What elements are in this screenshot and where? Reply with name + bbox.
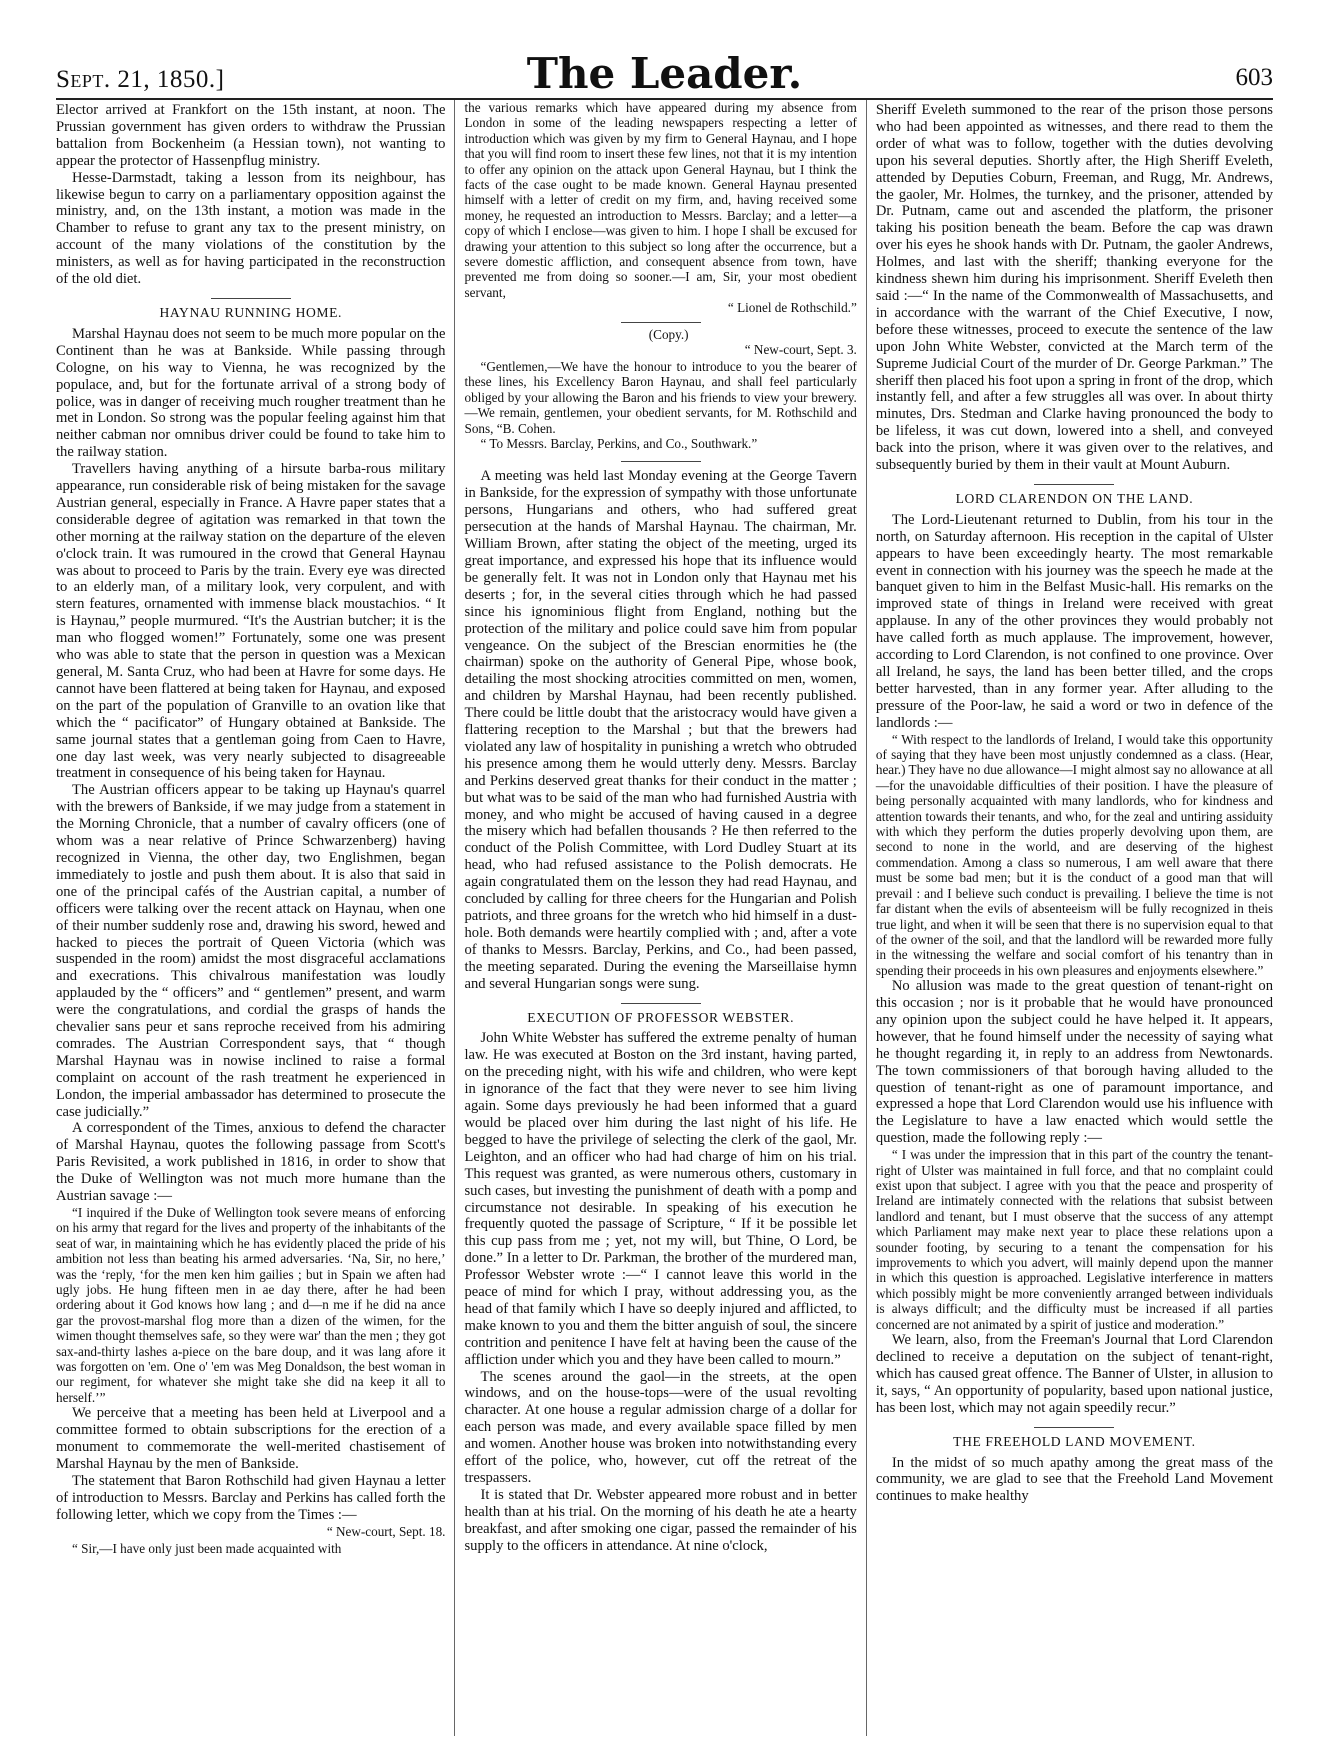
column-3 xyxy=(867,100,1273,1736)
paragraph: The Austrian officers appear to be taking up Haynau's quarrel with the brewers of Bankside, if we may judge from a statement in the Morning Chronicle, that a number of cavalry officers (one of whom was a near relative of Prince Schwarzenberg) having recognized in Vienna, the other day, two Englishmen, began immediately to jostle and push them about. It is also that said in one of the principal cafés of the Austrian capital, a number of officers were talking over the recent attack on Haynau, when one of their number suddenly rose and, drawing his sword, hewed and hacked to pieces the portrait of Queen Victoria (which was suspended in the room) amidst the most disgraceful acclamations and execrations. This chivalrous manifestation was loudly applauded by the “ officers” and “ gentlemen” present, and warm were the congratulations, and cordial the grasps of hands the chevalier sans peur et sans reproche received from his admiring comrades. The Austrian Correspondent says, that “ though Marshal Haynau was in nowise inclined to raise a formal complaint on account of the rash treatment he experienced in London, the imperial ambassador has determined to prosecute the case judicially.” xyxy=(56,782,446,1120)
divider xyxy=(621,322,701,323)
letter-dateline: “ New-court, Sept. 18. xyxy=(326,1523,446,1539)
block-quote: “I inquired if the Duke of Wellington took severe means of enforcing on his army that regard for the lives and property of the inhabitants of the seat of war, in maintaining which he has evidently placed the pride of his ambition not less than beating his armed adversaries. ‘Na, Sir, no here,’ was the ‘reply, ‘for the men ken him gailies ; but in Spain we aften had ugly jobs. He hung fifteen men in ae day there, after he had been ordering about it God knows how lang ; and d—n me if he did na ance gar the provost-marshal flog more than a dizen of the wimen, for the wimen thought themselves safe, so they were war' than the men ; they got sax-and-thirty lashes a-piece on the bare doup, and it was lang afore it was forgotten on 'em. One o' 'em was Meg Donaldson, the best woman in our regiment, for whatever she might take she did na keep it all to herself.’” xyxy=(56,1205,446,1405)
letter-address: “ To Messrs. Barclay, Perkins, and Co., Southwark.” xyxy=(480,436,758,452)
paragraph: No allusion was made to the great question of tenant-right on this occasion ; nor is it probable that he would have pronounced any opinion upon the subject could he have helped it. It appears, however, that he found himself under the necessity of saying what he thought regarding it, in reply to an address from Newtonards. The town commissioners of that borough having alluded to the question of tenant-right as one of paramount importance, and expressed a hope that Lord Clarendon would use his influence with the Legislature to have a law enacted which would settle the question, made the following reply :— xyxy=(875,978,1273,1147)
paragraph: A correspondent of the Times, anxious to defend the character of Marshal Haynau, quotes the following passage from Scott's Paris Revisited, a work published in 1816, in order to show that the Duke of Wellington was not much more humane than the Austrian savage :— xyxy=(56,1120,446,1205)
paragraph: A meeting was held last Monday evening at the George Tavern in Bankside, for the expression of sympathy with those unfortunate persons, Hungarians and others, who had suffered great persecution at the hands of Marshal Haynau. The chairman, Mr. William Brown, after stating the object of the meeting, urged its great importance, and expressed his hope that its influence would be generally felt. It was not in London only that Haynau met his deserts ; for, in the several cities through which he had passed since his ignominious flight from England, nothing but the protection of the military and police could save him from popular vengeance. On the subject of the Brescian enormities he (the chairman) spoke on the authority of General Pipe, whose book, detailing the most shocking atrocities committed on men, women, and children by Marshal Haynau, had been recently published. There could be little doubt that the aristocracy would have given a flattering reception to the Marshal ; but that the brewers had violated any law of hospitality in punishing a wretch who obtruded his presence among them he would utterly deny. Messrs. Barclay and Perkins deserved great thanks for their conduct in the matter ; but what was to be said of the man who had furnished Austria with money, and who might be accused of having caused in a degree the misery which had befallen thousands ? He then referred to the conduct of the Polish Committee, with Lord Dudley Stuart at its head, who had refused assistance to the Polish democrats. He again congratulated them on the lesson they had read Haynau, and concluded by calling for three cheers for the Hungarian and Polish patriots, and three groans for the wretch who hid himself in a dust-hole. Both demands were heartily complied with ; and, after a vote of thanks to Messrs. Barclay, Perkins, and Co., had been passed, the meeting separated. During the evening the Marseillaise hymn and several Hungarian songs were sung. xyxy=(464,468,857,992)
paragraph: We perceive that a meeting has been held at Liverpool and a committee formed to obtain subscriptions for the erection of a monument to commemorate the well-merited chastisement of Marshal Haynau by the men of Bankside. xyxy=(56,1405,446,1472)
paragraph: The Lord-Lieutenant returned to Dublin, from his tour in the north, on Saturday afternoon. His reception in the capital of Ulster appears to have been exceedingly hearty. The most remarkable event in connection with his journey was the speech he made at the banquet given to him in the Belfast Music-hall. His remarks on the improved state of things in Ireland were received with great applause. In any of the other provinces they would probably not have called forth as much applause. The improvement, however, according to Lord Clarendon, is not confined to one province. Over all Ireland, he says, the land has been better tilled, and the crops better harvested, than in any former year. After alluding to the pressure of the Poor-law, he said a word or two in defence of the landlords :— xyxy=(875,511,1273,731)
paragraph: It is stated that Dr. Webster appeared more robust and in better health than at his trial. On the morning of his death he ate a hearty breakfast, and after smoking one cigar, passed the remainder of his supply to the officers in attendance. At nine o'clock, xyxy=(464,1486,857,1554)
paragraph: Sheriff Eveleth summoned to the rear of the prison those persons who had been appointed as witnesses, and there read to them the order of what was to follow, together with the duties devolving upon his several deputies. Shortly after, the High Sheriff Eveleth, attended by Deputies Coburn, Freeman, and Rugg, Mr. Andrews, the gaoler, Mr. Holmes, the turnkey, and the prisoner, attended by Dr. Putnam, came out and ascended the platform, the prisoner taking his position beneath the beam. Before the cap was drawn over his eyes he shook hands with Dr. Putnam, the gaoler Andrews, Holmes, and last with the sheriff; thanking everyone for the kindness shewn him during his imprisonment. Sheriff Eveleth then said :—“ In the name of the Commonwealth of Massachusetts, and in accordance with the warrant of the Chief Executive, I now, before these witnesses, proceed to execute the sentence of the law upon John White Webster, convicted at the March term of the Supreme Judicial Court of the murder of Dr. George Parkman.” The sheriff then placed his foot upon a spring in front of the drop, which instantly fell, and after a few struggles all was over. In about thirty minutes, Drs. Stedman and Clarke having pronounced the body to be lifeless, it was cut down, lowered into a shell, and conveyed back into the prison, where it was given over to the relatives, and subsequently buried by them in their vault at Mount Auburn. xyxy=(875,102,1273,474)
divider xyxy=(1034,1427,1114,1428)
paragraph: The statement that Baron Rothschild had given Haynau a letter of introduction to Messrs. Barclay and Perkins has called forth the following letter, which we copy from the Times :— xyxy=(56,1472,446,1523)
letter-dateline: “ New-court, Sept. 3. xyxy=(744,342,857,358)
block-quote: “ With respect to the landlords of Ireland, I would take this opportunity of saying that they have been most unjustly condemned as a class. (Hear, hear.) They have no due allowance—I might almost say no allowance at all—for the unavoidable difficulties of their position. I have the pleasure of being personally acquainted with many landlords, who for kindness and attention towards their tenants, and who, for the zeal and untiring assiduity with which they perform the duties properly devolving upon them, are second to none in the world, and are deserving of the highest commendation. Among a class so numerous, I am well aware that there must be some bad men; but it is the conduct of a good man that will prevail : and I believe such conduct is prevailing. I believe the time is not far distant when the evils of absenteeism will be fully recognized in theis true light, and when it will be seen that there is no supervision equal to that of the owner of the soil, and that the landlord will be rewarded more fully in the witnessing the welfare and social comfort of his tenantry than in spending their proceeds in his own pleasures and enjoyments elsewhere.” xyxy=(875,731,1273,978)
page-number: 603 xyxy=(1235,64,1273,91)
paragraph: John White Webster has suffered the extreme penalty of human law. He was executed at Boston on the 3rd instant, having parted, on the preceding night, with his wife and children, who were kept in ignorance of the fact that they were never to see him living again. Some days previously he had been informed that a guard would be placed over him during the last night of his life. He begged to have the privilege of selecting the clerk of the gaol, Mr. Leighton, and an officer who had had charge of him on his trial. This request was granted, as were numerous others, customary in such cases, but investing the punishment of death with a pomp and circumstance not desirable. In speaking of his execution he frequently quoted the passage of Scripture, “ If it be possible let this cup pass from me ; yet, not my will, but Thine, O Lord, be done.” In a letter to Dr. Parkman, the brother of the murdered man, Professor Webster wrote :—“ I cannot leave this world in the peace of mind for which I pray, without addressing you, as the head of that family which I have so deeply injured and afflicted, to make known to you and them the bitter anguish of soul, the sincere contrition and penitence I have felt at having been the cause of the affliction under which you and they have been called to mourn.” xyxy=(464,1030,857,1368)
paragraph: Hesse-Darmstadt, taking a lesson from its neighbour, has likewise begun to carry on a parliamentary opposition against the ministry, and, on the 13th instant, a motion was made in the Chamber to refuse to grant any tax to the present ministry, on account of the many violations of the constitution by the ministers, as well as for having participated in the reconstruction of the old diet. xyxy=(56,169,446,288)
divider xyxy=(1034,484,1114,485)
column-2 xyxy=(454,100,866,1736)
divider xyxy=(621,461,701,462)
issue-date: Sept. 21, 1850.] xyxy=(56,66,225,93)
section-heading: THE FREEHOLD LAND MOVEMENT. xyxy=(953,1433,1196,1449)
section-heading: LORD CLARENDON ON THE LAND. xyxy=(955,490,1194,506)
letter-signature: “ Lionel de Rothschild.” xyxy=(727,300,857,316)
masthead xyxy=(56,40,1273,100)
letter-text: “ Sir,—I have only just been made acquainted with xyxy=(72,1540,342,1556)
letter-text: the various remarks which have appeared during my absence from London in some of the leading newspapers respecting a letter of introduction which was given by my firm to General Haynau, and I hope that you will find room to insert these few lines, not that it is my intention to offer any opinion on the attack upon General Haynau, but I think the facts of the case ought to be made known. General Haynau presented himself with a letter of credit on my firm, and, having received some money, he requested an introduction to Messrs. Barclay; and a letter—a copy of which I enclose—was given to him. I hope I shall be excused for drawing your attention to this subject so long after the occurrence, but a severe domestic affliction, and consequent absence from town, have prevented me from doing so sooner.—I am, Sir, your most obedient servant, xyxy=(464,100,857,300)
column-1 xyxy=(56,100,454,1736)
paragraph: The scenes around the gaol—in the streets, at the open windows, and on the house-tops—were of the usual revolting character. At one house a regular admission charge of a dollar for each person was made, and every available space filled by men and women. Another house was broken into notwithstanding every effort of the police, who, however, cut off the retreat of the trespassers. xyxy=(464,1368,857,1486)
divider xyxy=(211,298,291,299)
article-columns xyxy=(56,100,1273,1736)
newspaper-title: The Leader. xyxy=(526,49,803,98)
paragraph: Marshal Haynau does not seem to be much more popular on the Continent than he was at Bankside. While passing through Cologne, on his way to Vienna, he was recognized by the populace, and, but for the fortunate arrival of a strong body of police, was in danger of receiving much rougher treatment than he met in London. So strong was the popular feeling against him that neither cabman nor omnibus driver could be found to take him to the railway station. xyxy=(56,325,446,461)
copy-label: (Copy.) xyxy=(648,326,689,342)
paragraph: Elector arrived at Frankfort on the 15th instant, at noon. The Prussian government has given orders to withdraw the Prussian battalion from Bockenheim (a Hessian town), not wanting to appear the protector of Hassenpflug ministry. xyxy=(56,102,446,169)
paragraph: Travellers having anything of a hirsute barba-rous military appearance, run considerable risk of being mistaken for the savage Austrian general, especially in France. A Havre paper states that a considerable degree of agitation was remarked in that town the other morning at the railway station on the departure of the eleven o'clock train. It was rumoured in the crowd that General Haynau was about to proceed to Paris by the train. Every eye was directed to an elderly man, of a military look, very corpulent, and with stern features, ornamented with immense black moustachios. “ It is Haynau,” people murmured. “It's the Austrian butcher; it is the man who flogged women!” Fortunately, some one was present who was able to state that the person in question was a Mexican general, M. Santa Cruz, who had been at Havre for some days. He cannot have been flattered at being taken for Haynau, and exposed on the part of the population of Granville to an ovation like that which the “ pacificator” of Hungary obtained at Bankside. The same journal states that a gentleman going from Caen to Havre, one day last week, was very nearly subjected to disagreeable treatment in consequence of his being taken for Haynau. xyxy=(56,461,446,782)
section-heading: EXECUTION OF PROFESSOR WEBSTER. xyxy=(527,1009,795,1025)
paragraph: In the midst of so much apathy among the great mass of the community, we are glad to see that the Freehold Land Movement continues to make healthy xyxy=(875,1454,1273,1505)
letter-text: “Gentlemen,—We have the honour to introduce to you the bearer of these lines, his Excellency Baron Haynau, and shall feel particularly obliged by your allowing the Baron and his friends to view your brewery. —We remain, gentlemen, your obedient servants, for M. Rothschild and Sons, “B. Cohen. xyxy=(464,359,857,436)
block-quote: “ I was under the impression that in this part of the country the tenant-right of Ulster was maintained in full force, and that no complaint could exist upon that subject. I agree with you that the peace and prosperity of Ireland are intimately connected with the relations that subsist between landlord and tenant, but I must observe that the success of any attempt which Parliament may make next year to place these relations upon a sounder footing, by securing to a tenant the compensation for his improvements to which you advert, will mainly depend upon the manner in which this question is approached. Legislative interference in matters which possibly might be more conveniently arranged between individuals is always difficult; and the difficulty must be increased if all parties concerned are not animated by a spirit of justice and moderation.” xyxy=(875,1147,1273,1332)
paragraph: We learn, also, from the Freeman's Journal that Lord Clarendon declined to receive a deputation on the subject of tenant-right, which has caused great offence. The Banner of Ulster, in allusion to it, says, “ An opportunity of popularity, based upon national justice, has been lost, which may not again speedily recur.” xyxy=(875,1332,1273,1416)
divider xyxy=(621,1003,701,1004)
section-heading: HAYNAU RUNNING HOME. xyxy=(159,304,343,320)
